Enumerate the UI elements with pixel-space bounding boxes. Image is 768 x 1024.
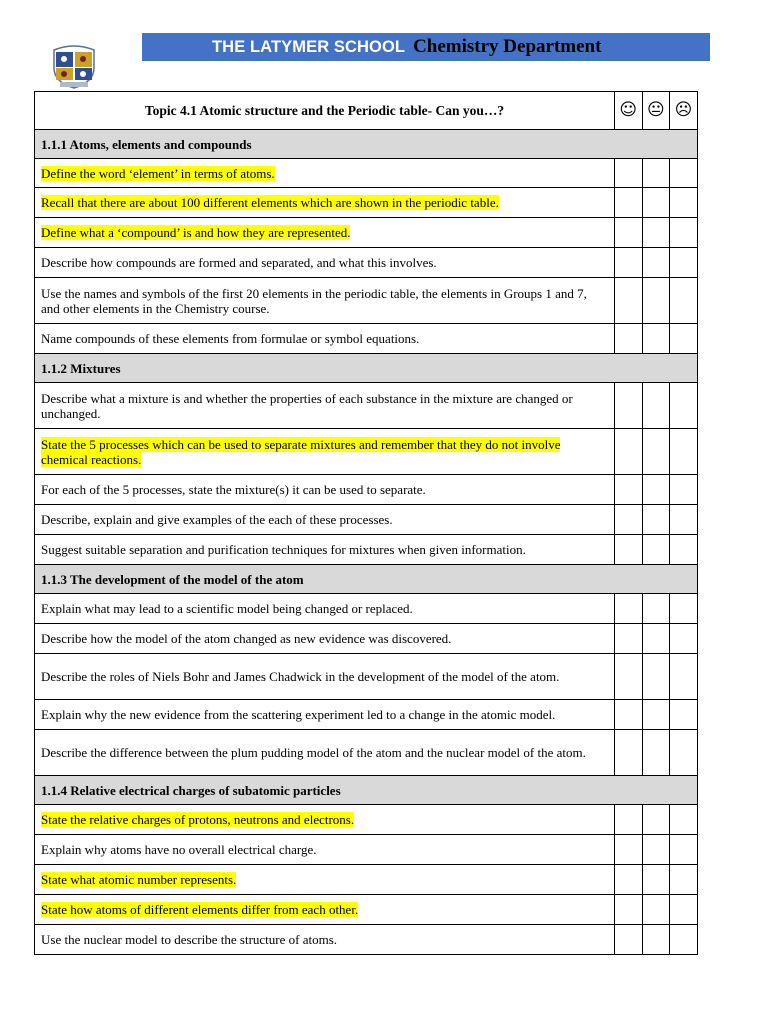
frown-tick-cell[interactable] (670, 475, 698, 505)
table-row (35, 805, 698, 835)
frown-tick-cell[interactable] (670, 895, 698, 925)
frown-tick-cell[interactable] (670, 865, 698, 895)
table-row (35, 383, 698, 429)
neutral-tick-cell[interactable] (642, 835, 670, 865)
neutral-tick-cell[interactable] (642, 895, 670, 925)
frown-tick-cell[interactable] (670, 248, 698, 278)
highlighted-objective: Recall that there are about 100 different elements which are shown in the periodic table. (41, 195, 499, 210)
neutral-tick-cell[interactable] (642, 594, 670, 624)
neutral-tick-cell[interactable] (642, 805, 670, 835)
frown-tick-cell[interactable] (670, 925, 698, 955)
highlighted-objective: Define what a ‘compound’ is and how they are represented. (41, 225, 351, 240)
highlighted-objective: Define the word ‘element’ in terms of atoms. (41, 165, 275, 181)
smile-tick-cell[interactable] (615, 278, 643, 324)
objective-text: Describe the roles of Niels Bohr and James Chadwick in the development of the model of the atom. (35, 654, 615, 700)
smile-tick-cell[interactable] (615, 429, 643, 475)
school-crest-icon (50, 42, 98, 90)
neutral-tick-cell[interactable] (642, 248, 670, 278)
table-row (35, 835, 698, 865)
neutral-tick-cell[interactable] (642, 654, 670, 700)
smile-tick-cell[interactable] (615, 218, 643, 248)
table-row (35, 700, 698, 730)
smile-tick-cell[interactable] (615, 654, 643, 700)
objective-text: Describe, explain and give examples of the each of these processes. (35, 505, 615, 535)
frown-tick-cell[interactable] (670, 805, 698, 835)
frown-tick-cell[interactable] (670, 505, 698, 535)
neutral-tick-cell[interactable] (642, 159, 670, 188)
checklist-table (34, 91, 698, 955)
table-row (35, 278, 698, 324)
frown-tick-cell[interactable] (670, 535, 698, 565)
frown-tick-cell[interactable] (670, 188, 698, 218)
school-name: THE LATYMER SCHOOL (212, 37, 406, 56)
table-row (35, 429, 698, 475)
highlighted-objective: State the 5 processes which can be used to separate mixtures and remember that they do not involve chemical reactions. (41, 436, 561, 467)
section-heading-row (35, 130, 698, 159)
topic-title: Topic 4.1 Atomic structure and the Periodic table- Can you…? (35, 92, 615, 130)
table-row (35, 324, 698, 354)
frown-tick-cell[interactable] (670, 624, 698, 654)
objective-text: Name compounds of these elements from formulae or symbol equations. (35, 324, 615, 354)
smile-tick-cell[interactable] (615, 535, 643, 565)
objective-text: Describe the difference between the plum pudding model of the atom and the nuclear model of the atom. (35, 730, 615, 776)
header-banner (142, 33, 710, 61)
objective-text: Explain why atoms have no overall electrical charge. (35, 835, 615, 865)
frown-tick-cell[interactable] (670, 278, 698, 324)
objective-text: Describe how the model of the atom changed as new evidence was discovered. (35, 624, 615, 654)
smile-tick-cell[interactable] (615, 805, 643, 835)
table-row (35, 654, 698, 700)
smile-tick-cell[interactable] (615, 730, 643, 776)
neutral-tick-cell[interactable] (642, 730, 670, 776)
smile-face-icon: ☺ (615, 92, 643, 130)
smile-tick-cell[interactable] (615, 700, 643, 730)
smile-tick-cell[interactable] (615, 925, 643, 955)
neutral-tick-cell[interactable] (642, 624, 670, 654)
objective-text: Use the names and symbols of the first 20 elements in the periodic table, the elements in Groups 1 and 7, and other elements in the Chemistry course. (35, 278, 615, 324)
objective-text: For each of the 5 processes, state the mixture(s) it can be used to separate. (35, 475, 615, 505)
table-row (35, 594, 698, 624)
objective-text: Explain what may lead to a scientific model being changed or replaced. (35, 594, 615, 624)
smile-tick-cell[interactable] (615, 383, 643, 429)
smile-tick-cell[interactable] (615, 188, 643, 218)
section-heading-row (35, 354, 698, 383)
objective-text: Describe what a mixture is and whether the properties of each substance in the mixture are changed or unchanged. (35, 383, 615, 429)
neutral-tick-cell[interactable] (642, 475, 670, 505)
frown-tick-cell[interactable] (670, 835, 698, 865)
smile-tick-cell[interactable] (615, 159, 643, 188)
highlighted-objective: State what atomic number represents. (41, 872, 237, 887)
section-heading: 1.1.3 The development of the model of the atom (35, 565, 698, 594)
frown-tick-cell[interactable] (670, 159, 698, 188)
smile-tick-cell[interactable] (615, 865, 643, 895)
smile-tick-cell[interactable] (615, 475, 643, 505)
neutral-tick-cell[interactable] (642, 324, 670, 354)
neutral-tick-cell[interactable] (642, 505, 670, 535)
table-row (35, 624, 698, 654)
smile-tick-cell[interactable] (615, 505, 643, 535)
table-row (35, 535, 698, 565)
neutral-face-icon: 😐 (642, 92, 670, 130)
neutral-tick-cell[interactable] (642, 925, 670, 955)
highlighted-objective: State how atoms of different elements differ from each other. (41, 902, 359, 917)
table-row (35, 188, 698, 218)
smile-tick-cell[interactable] (615, 835, 643, 865)
table-row (35, 475, 698, 505)
objective-text: Suggest suitable separation and purification techniques for mixtures when given information. (35, 535, 615, 565)
objective-text: Explain why the new evidence from the scattering experiment led to a change in the atomic model. (35, 700, 615, 730)
frown-tick-cell[interactable] (670, 218, 698, 248)
highlighted-objective: State the relative charges of protons, neutrons and electrons. (41, 812, 355, 827)
table-row (35, 865, 698, 895)
frown-face-icon: ☹ (670, 92, 698, 130)
neutral-tick-cell[interactable] (642, 278, 670, 324)
neutral-tick-cell[interactable] (642, 383, 670, 429)
frown-tick-cell[interactable] (670, 429, 698, 475)
neutral-tick-cell[interactable] (642, 535, 670, 565)
table-title-row (35, 92, 698, 130)
section-heading-row (35, 776, 698, 805)
neutral-tick-cell[interactable] (642, 188, 670, 218)
table-row (35, 895, 698, 925)
smile-tick-cell[interactable] (615, 324, 643, 354)
smile-tick-cell[interactable] (615, 594, 643, 624)
table-row (35, 159, 698, 188)
objective-text: Describe how compounds are formed and separated, and what this involves. (35, 248, 615, 278)
department-name: Chemistry Department (413, 36, 602, 57)
frown-tick-cell[interactable] (670, 383, 698, 429)
section-heading-row (35, 565, 698, 594)
smile-tick-cell[interactable] (615, 895, 643, 925)
neutral-tick-cell[interactable] (642, 429, 670, 475)
objective-text: Use the nuclear model to describe the structure of atoms. (35, 925, 615, 955)
frown-tick-cell[interactable] (670, 730, 698, 776)
neutral-tick-cell[interactable] (642, 865, 670, 895)
table-row (35, 925, 698, 955)
section-heading: 1.1.4 Relative electrical charges of subatomic particles (35, 776, 698, 805)
smile-tick-cell[interactable] (615, 248, 643, 278)
table-row (35, 730, 698, 776)
frown-tick-cell[interactable] (670, 654, 698, 700)
frown-tick-cell[interactable] (670, 594, 698, 624)
neutral-tick-cell[interactable] (642, 218, 670, 248)
neutral-tick-cell[interactable] (642, 700, 670, 730)
table-row (35, 248, 698, 278)
section-heading: 1.1.2 Mixtures (35, 354, 698, 383)
smile-tick-cell[interactable] (615, 624, 643, 654)
table-row (35, 218, 698, 248)
table-row (35, 505, 698, 535)
frown-tick-cell[interactable] (670, 700, 698, 730)
frown-tick-cell[interactable] (670, 324, 698, 354)
section-heading: 1.1.1 Atoms, elements and compounds (35, 130, 698, 159)
